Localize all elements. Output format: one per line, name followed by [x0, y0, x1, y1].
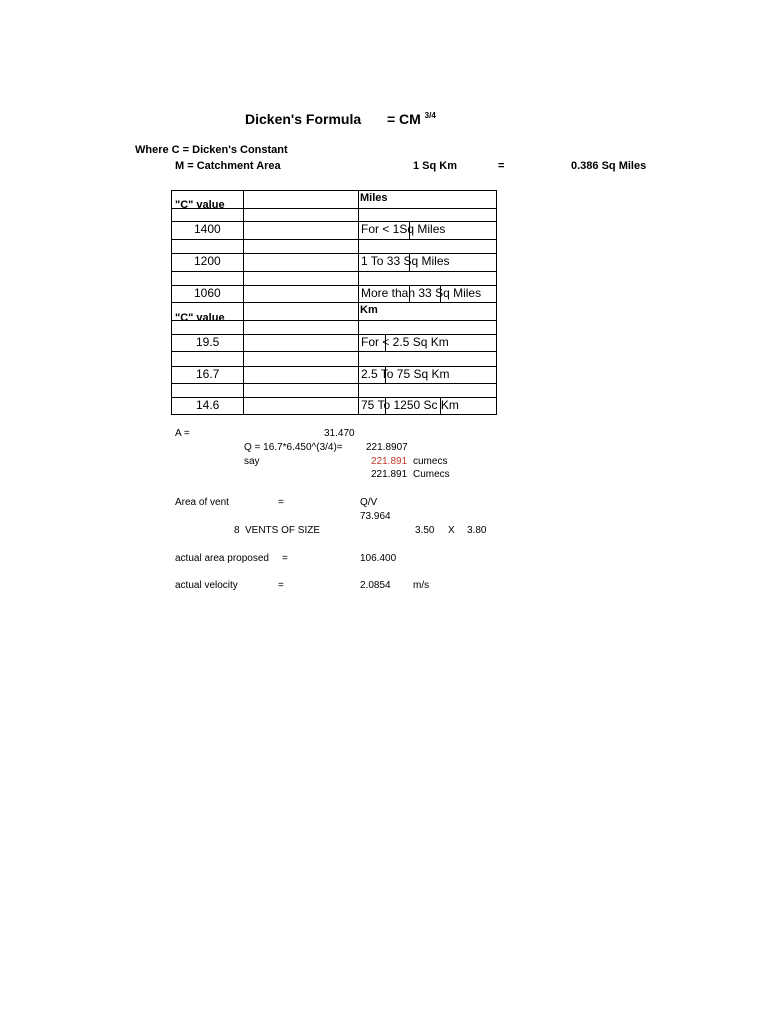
q-expression: Q = 16.7*6.450^(3/4)= [244, 442, 343, 453]
definition-m: M = Catchment Area [175, 160, 281, 172]
miles-header: Miles [360, 192, 388, 204]
table-line [171, 271, 497, 272]
definition-c: Where C = Dicken's Constant [135, 144, 288, 156]
title-exponent: 3/4 [424, 111, 436, 120]
actual-velocity-label: actual velocity [175, 580, 238, 591]
title-formula: = CM [386, 111, 421, 127]
c-value-header-miles: "C" value [175, 199, 225, 211]
vent-height: 3.80 [467, 525, 487, 536]
actual-area-label: actual area proposed [175, 553, 269, 564]
a-label: A = [175, 428, 190, 439]
c-value-1060: 1060 [194, 286, 221, 300]
c-value-16-7: 16.7 [196, 367, 220, 381]
c-value-1400: 1400 [194, 222, 221, 236]
conversion-equals: = [498, 160, 505, 172]
actual-velocity-equals: = [278, 580, 284, 591]
conversion-left: 1 Sq Km [413, 160, 458, 172]
vent-area-equals: = [278, 497, 284, 508]
km-header: Km [360, 304, 378, 316]
say-unit: cumecs [413, 456, 448, 467]
q2-unit: Cumecs [413, 469, 450, 480]
c-value-header-km: "C" value [175, 312, 225, 324]
vent-area-label: Area of vent [175, 497, 229, 508]
say-value: 221.891 [371, 456, 408, 467]
range-km-1: For < 2.5 Sq Km [361, 335, 449, 349]
say-label: say [244, 456, 260, 467]
range-miles-2: 1 To 33 Sq Miles [361, 254, 450, 268]
q2-value: 221.891 [371, 469, 408, 480]
range-km-3: 75 To 1250 Sc Km [361, 398, 459, 412]
vent-area-formula: Q/V [360, 497, 378, 508]
vents-count: 8 [234, 525, 240, 536]
vents-size-label: VENTS OF SIZE [245, 525, 321, 536]
table-line [171, 239, 497, 240]
actual-velocity-value: 2.0854 [360, 580, 391, 591]
a-value: 31.470 [324, 428, 355, 439]
table-line [171, 190, 497, 191]
vent-times: X [448, 525, 455, 536]
c-value-1200: 1200 [194, 254, 221, 268]
q-value: 221.8907 [366, 442, 408, 453]
table-line [171, 383, 497, 384]
c-value-14-6: 14.6 [196, 398, 220, 412]
vent-width: 3.50 [415, 525, 435, 536]
table-line [171, 414, 497, 415]
table-line [171, 302, 497, 303]
actual-velocity-unit: m/s [413, 580, 430, 591]
range-km-2: 2.5 To 75 Sq Km [361, 367, 450, 381]
title-text: Dicken's Formula [245, 111, 362, 127]
actual-area-value: 106.400 [360, 553, 397, 564]
conversion-right: 0.386 Sq Miles [571, 160, 647, 172]
actual-area-equals: = [282, 553, 288, 564]
range-miles-1: For < 1Sq Miles [361, 222, 446, 236]
page-title [245, 111, 436, 127]
table-line [171, 351, 497, 352]
vent-area-value: 73.964 [360, 511, 391, 522]
range-miles-3: More than 33 Sq Miles [361, 286, 482, 300]
c-value-19-5: 19.5 [196, 335, 220, 349]
